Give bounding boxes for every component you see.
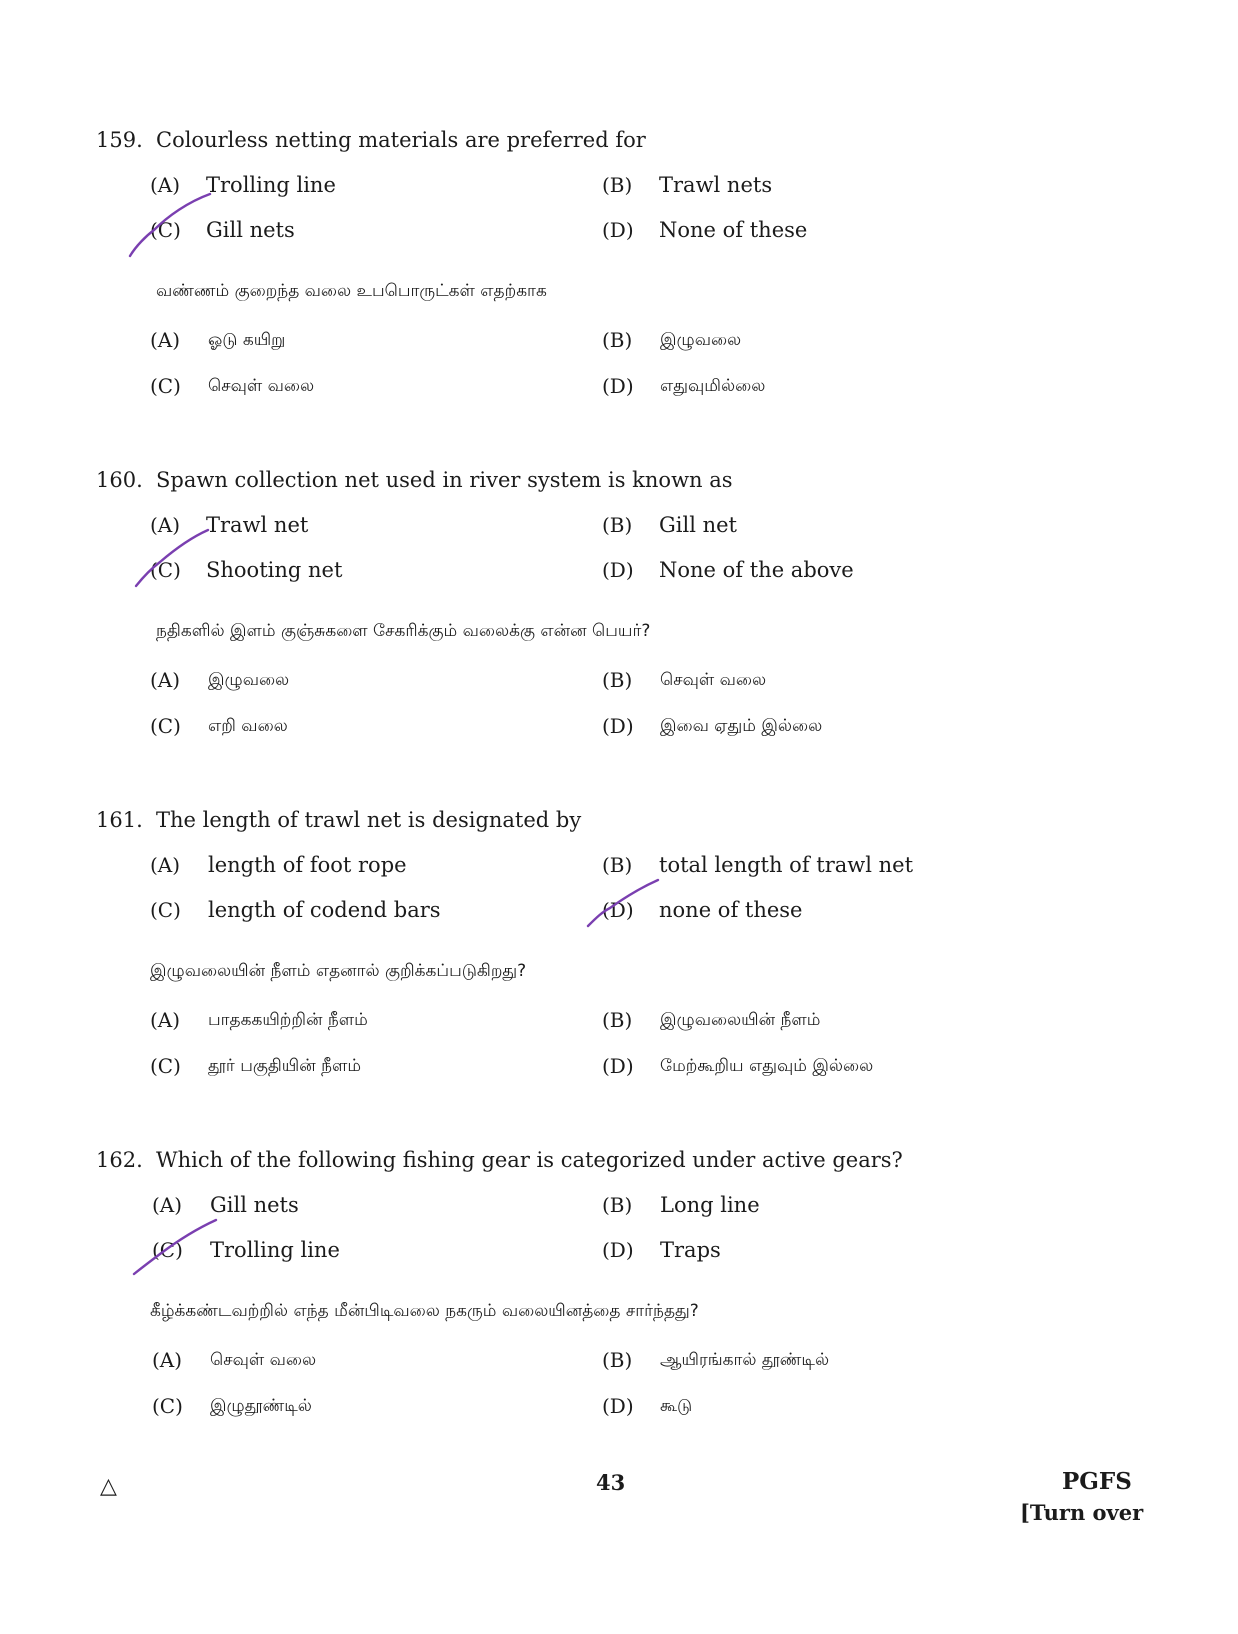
tamil-option-label: (A) xyxy=(150,668,181,692)
option-text: Trolling line xyxy=(206,173,336,197)
tamil-option-text: ஆயிரங்கால் தூண்டில் xyxy=(660,1350,830,1370)
tamil-option-text: இழுவலை xyxy=(208,670,290,690)
answer-tick-mark-icon xyxy=(130,1218,220,1278)
tamil-option-label: (A) xyxy=(152,1348,183,1372)
paper-code: PGFS xyxy=(1062,1468,1132,1495)
option-label: (B) xyxy=(602,513,633,537)
option-label: (A) xyxy=(152,1193,183,1217)
option-label: (C) xyxy=(152,1238,183,1262)
option-label: (C) xyxy=(150,558,181,582)
tamil-option-label: (D) xyxy=(602,714,634,738)
tamil-option-label: (A) xyxy=(150,328,181,352)
option-label: (C) xyxy=(150,218,181,242)
tamil-option-label: (C) xyxy=(150,714,181,738)
option-label: (A) xyxy=(150,513,181,537)
tamil-option-text: இழுவலை xyxy=(660,330,742,350)
option-text: Gill nets xyxy=(210,1193,299,1217)
question-number: 160. xyxy=(96,468,143,492)
option-text: none of these xyxy=(659,898,803,922)
option-label: (D) xyxy=(602,558,634,582)
tamil-option-text: எறி வலை xyxy=(208,716,288,736)
turn-over-note: [Turn over xyxy=(1020,1500,1144,1525)
option-text: Trolling line xyxy=(210,1238,340,1262)
tamil-option-label: (C) xyxy=(152,1394,183,1418)
answer-tick-mark-icon xyxy=(584,878,664,932)
answer-tick-mark-icon xyxy=(124,190,214,260)
option-text: Gill net xyxy=(659,513,737,537)
question-text xyxy=(96,468,733,492)
option-text: None of the above xyxy=(659,558,854,582)
option-text: length of codend bars xyxy=(208,898,441,922)
tamil-option-label: (B) xyxy=(602,668,633,692)
tamil-option-text: மேற்கூறிய எதுவும் இல்லை xyxy=(660,1056,874,1076)
tamil-option-label: (A) xyxy=(150,1008,181,1032)
tamil-question: கீழ்க்கண்டவற்றில் எந்த மீன்பிடிவலை நகரும் வலையினத்தை சார்ந்தது? xyxy=(150,1301,699,1321)
option-label: (B) xyxy=(602,173,633,197)
tamil-option-text: செவுள் வலை xyxy=(208,376,315,396)
tamil-option-text: கூடு xyxy=(660,1396,693,1416)
page-number: 43 xyxy=(596,1470,626,1495)
tamil-question: இழுவலையின் நீளம் எதனால் குறிக்கப்படுகிறது? xyxy=(150,961,527,981)
tamil-option-text: செவுள் வலை xyxy=(210,1350,317,1370)
option-label: (B) xyxy=(602,853,633,877)
option-text: Trawl net xyxy=(206,513,309,537)
question-stem: Colourless netting materials are preferred for xyxy=(156,128,646,152)
option-label: (A) xyxy=(150,853,181,877)
question-number: 161. xyxy=(96,808,143,832)
option-text: Long line xyxy=(660,1193,760,1217)
answer-tick-mark-icon xyxy=(132,528,212,592)
question-stem: Which of the following fishing gear is categorized under active gears? xyxy=(156,1148,903,1172)
tamil-option-text: இழுவலையின் நீளம் xyxy=(660,1010,821,1030)
tamil-option-label: (B) xyxy=(602,1348,633,1372)
tamil-option-text: இவை ஏதும் இல்லை xyxy=(660,716,823,736)
tamil-option-text: பாதககயிற்றின் நீளம் xyxy=(208,1010,368,1030)
option-label: (B) xyxy=(602,1193,633,1217)
tamil-option-label: (D) xyxy=(602,1054,634,1078)
question-text xyxy=(96,808,581,832)
question-number: 162. xyxy=(96,1148,143,1172)
tamil-option-label: (D) xyxy=(602,1394,634,1418)
option-text: total length of trawl net xyxy=(659,853,914,877)
tamil-option-label: (C) xyxy=(150,374,181,398)
option-text: Shooting net xyxy=(206,558,343,582)
tamil-option-text: செவுள் வலை xyxy=(660,670,767,690)
tamil-option-label: (D) xyxy=(602,374,634,398)
option-label: (D) xyxy=(602,898,634,922)
option-text: length of foot rope xyxy=(208,853,407,877)
tamil-option-label: (C) xyxy=(150,1054,181,1078)
tamil-option-text: இழுதூண்டில் xyxy=(210,1396,312,1416)
option-text: Trawl nets xyxy=(659,173,773,197)
tamil-option-text: தூர் பகுதியின் நீளம் xyxy=(208,1056,362,1076)
question-text xyxy=(96,128,646,152)
option-label: (D) xyxy=(602,218,634,242)
triangle-icon: △ xyxy=(100,1474,117,1499)
option-text: Traps xyxy=(660,1238,721,1262)
option-label: (C) xyxy=(150,898,181,922)
option-text: Gill nets xyxy=(206,218,295,242)
question-text xyxy=(96,1148,903,1172)
tamil-question: வண்ணம் குறைந்த வலை உபபொருட்கள் எதற்காக xyxy=(156,281,547,301)
tamil-question: நதிகளில் இளம் குஞ்சுகளை சேகரிக்கும் வலைக்கு என்ன பெயர்? xyxy=(156,621,651,641)
question-stem: The length of trawl net is designated by xyxy=(156,808,582,832)
tamil-option-label: (B) xyxy=(602,328,633,352)
option-label: (A) xyxy=(150,173,181,197)
tamil-option-label: (B) xyxy=(602,1008,633,1032)
tamil-option-text: எதுவுமில்லை xyxy=(660,376,766,396)
option-label: (D) xyxy=(602,1238,634,1262)
tamil-option-text: ஓடு கயிறு xyxy=(208,330,286,350)
question-number: 159. xyxy=(96,128,143,152)
option-text: None of these xyxy=(659,218,808,242)
question-stem: Spawn collection net used in river system is known as xyxy=(156,468,733,492)
